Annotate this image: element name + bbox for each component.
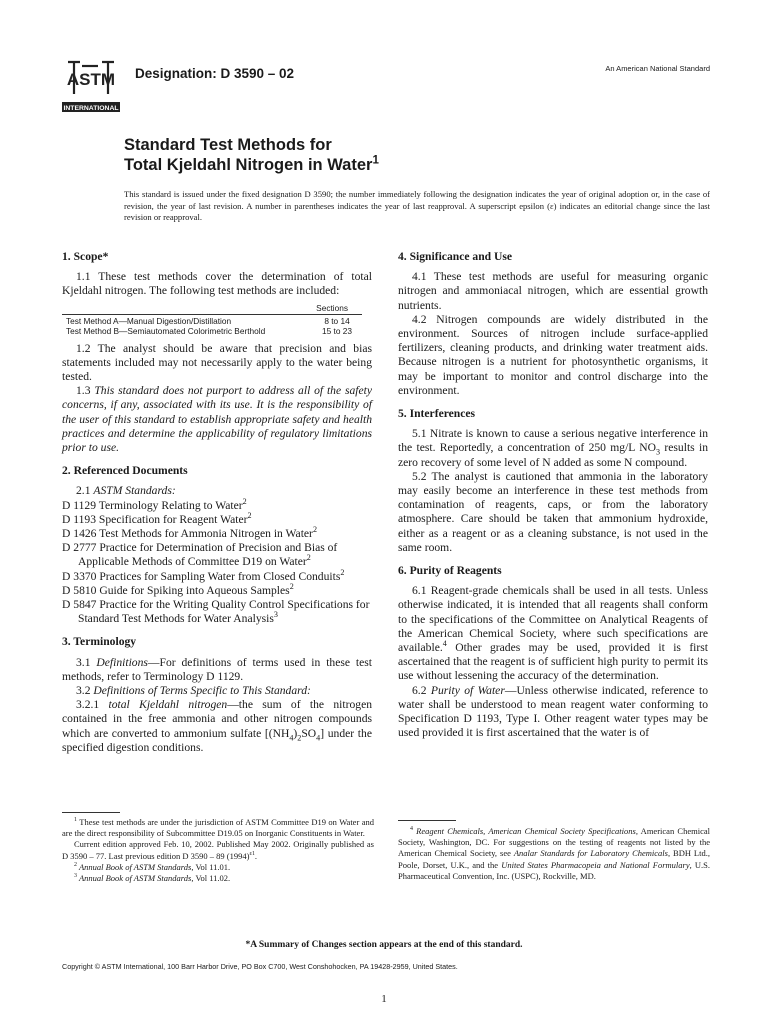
reference-item: D 5810 Guide for Spiking into Aqueous Samples$^2$ bbox=[62, 582, 294, 597]
footnote-rule-left bbox=[62, 812, 120, 813]
astm-logo bbox=[58, 54, 124, 116]
section-heading-scope: 1. Scope* bbox=[62, 250, 109, 263]
significance-4-2: 4.2 Nitrogen compounds are widely distributed in the environment. Sources of nitrogen include surface-applied fertilizers, cleaning products, and drinking water treatment aids. Because nitrogen is a nutrient for photosynthetic organisms, it may be important to monitor and control discharge into the environment. bbox=[398, 312, 708, 397]
document-title bbox=[124, 135, 684, 175]
interferences-5-2: 5.2 The analyst is cautioned that ammonia in the laboratory may easily become an interference in these test methods from contamination of reagents, caps, or from the laboratory atmosphere. Care should be taken that ammonium hydroxide, either as a reagent or as a cleaning substance, is not used in the same room. bbox=[398, 469, 708, 554]
logo-subtext: INTERNATIONAL bbox=[63, 105, 119, 112]
intro-paragraph: This standard is issued under the fixed designation D 3590; the number immediately following the designation indicates the year of original adoption or, in the case of revision, the year of last revision. A number in parentheses indicates the year of last reapproval. A superscript epsilon (ε) indicates an editorial change since the last revision or reapproval. bbox=[124, 189, 710, 223]
scope-1-1: 1.1 These test methods cover the determination of total Kjeldahl nitrogen. The following test methods are included: bbox=[62, 270, 372, 298]
page-number: 1 bbox=[381, 993, 387, 1005]
section-heading-referenced: 2. Referenced Documents bbox=[62, 464, 188, 478]
methods-table bbox=[62, 303, 362, 336]
left-column bbox=[62, 250, 372, 755]
reference-item: D 2777 Practice for Determination of Precision and Bias of Applicable Methods of Committee D19 on Water$^2$ bbox=[62, 541, 338, 569]
reference-item: D 5847 Practice for the Writing Quality Control Specifications for Standard Test Methods for Water Analysis$^3$ bbox=[62, 598, 370, 626]
section-heading-significance: 4. Significance and Use bbox=[398, 250, 513, 263]
title-line-2: Total Kjeldahl Nitrogen in Water$^1$ bbox=[124, 154, 379, 174]
footnote-1: $^1$ These test methods are under the jurisdiction of ASTM Committee D19 on Water and are the direct responsibility of Subcommittee D19.05 on Inorganic Constituents in Water. bbox=[62, 817, 374, 839]
section-heading-interferences: 5. Interferences bbox=[398, 407, 476, 421]
designation: Designation: D 3590 – 02 bbox=[135, 66, 295, 81]
reference-item: D 3370 Practices for Sampling Water from Closed Conduits$^2$ bbox=[62, 567, 345, 583]
reference-item: D 1426 Test Methods for Ammonia Nitrogen in Water$^2$ bbox=[62, 525, 317, 541]
significance-4-1: 4.1 These test methods are useful for measuring organic nitrogen and ammoniacal nitrogen, which are essential growth nutrients. bbox=[398, 270, 708, 312]
reference-item: D 1129 Terminology Relating to Water$^2$ bbox=[62, 496, 247, 512]
logo-text: ASTM bbox=[66, 70, 116, 89]
footnote-1-edition: Current edition approved Feb. 10, 2002. Published May 2002. Originally published as D 3590 – 77. Last previous edition D 3590 – 89 $(1994)^{\varepsilon 1}$. bbox=[62, 839, 374, 861]
summary-note: *A Summary of Changes section appears at the end of this standard. bbox=[245, 940, 523, 950]
right-column bbox=[398, 250, 708, 741]
footnote-2: $^2$ Annual Book of ASTM Standards, Vol 11.01. bbox=[74, 861, 231, 872]
referenced-2-1: 2.1 ASTM Standards: bbox=[76, 484, 176, 498]
scope-1-2: 1.2 The analyst should be aware that precision and bias statements included may not necessarily apply to the water being tested. bbox=[62, 341, 372, 384]
methods-table-header: Sections bbox=[316, 302, 348, 313]
title-line-1: Standard Test Methods for bbox=[124, 136, 332, 154]
footnote-rule-right bbox=[398, 820, 456, 821]
footnote-4: $^4$ Reagent Chemicals, American Chemical Society Specifications, American Chemical Society, Washington, DC. For suggestions on the testing of reagents not listed by the American Chemical Society, see Analar Standards for Laboratory Chemicals, BDH Ltd., Poole, Dorset, U.K., and the United States Pharmacopeia and National Formulary, U.S. Pharmaceutical Convention, Inc. (USPC), Rockville, MD. bbox=[398, 826, 710, 881]
terminology-3-2: 3.2 Definitions of Terms Specific to This Standard: bbox=[76, 684, 311, 698]
footnote-3: $^3$ Annual Book of ASTM Standards, Vol 11.02. bbox=[74, 873, 231, 884]
methods-table-row: Test Method B—Semiautomated Colorimetric Berthold 15 to 23 bbox=[66, 325, 352, 336]
footnotes-left bbox=[62, 817, 374, 884]
standard-type: An American National Standard bbox=[605, 64, 710, 73]
terminology-3-2-1: 3.2.1 total Kjeldahl nitrogen—the sum of the nitrogen contained in the free ammonia and other nitrogen compounds which are converted to ammonium sulfate $[(NH_4)_2SO_4]$ under the specified digestion conditions. bbox=[62, 698, 373, 754]
footnotes-right bbox=[398, 826, 710, 882]
purity-6-2: 6.2 Purity of Water—Unless otherwise indicated, reference to water shall be understood to mean reagent water conforming to Specification D 1193, Type I. Other reagent water types may be used provided it is first ascertained that the water is of bbox=[398, 683, 709, 740]
terminology-3-1: 3.1 Definitions—For definitions of terms used in these test methods, refer to Terminology D 1129. bbox=[62, 655, 373, 683]
purity-6-1: 6.1 Reagent-grade chemicals shall be used in all tests. Unless otherwise indicated, it is intended that all reagents shall conform to the specifications of the Committee on Analytical Reagents of the American Chemical Society, where such specifications are available.$^4$ Other grades may be used, provided it is first ascertained that the reagent is of sufficient high purity to permit its use without lessening the accuracy of the determination. bbox=[398, 584, 708, 683]
section-heading-purity: 6. Purity of Reagents bbox=[398, 564, 502, 578]
methods-table-row: Test Method A—Manual Digestion/Distillation 8 to 14 bbox=[66, 315, 350, 326]
scope-1-3: 1.3 This standard does not purport to address all of the safety concerns, if any, associated with its use. It is the responsibility of the user of this standard to establish appropriate safety and health practices and determine the applicability of regulatory limitations prior to use. bbox=[62, 384, 373, 455]
section-heading-terminology: 3. Terminology bbox=[62, 635, 137, 649]
reference-item: D 1193 Specification for Reagent Water$^2$ bbox=[62, 510, 252, 526]
copyright: Copyright © ASTM International, 100 Barr Harbor Drive, PO Box C700, West Conshohocken, PA 19428-2959, United States. bbox=[62, 962, 458, 971]
interferences-5-1: 5.1 Nitrate is known to cause a serious negative interference in the test. Reportedly, a concentration of 250 mg/L $NO_3$ results in zero recovery of some level of N added as some N compound. bbox=[398, 427, 708, 469]
